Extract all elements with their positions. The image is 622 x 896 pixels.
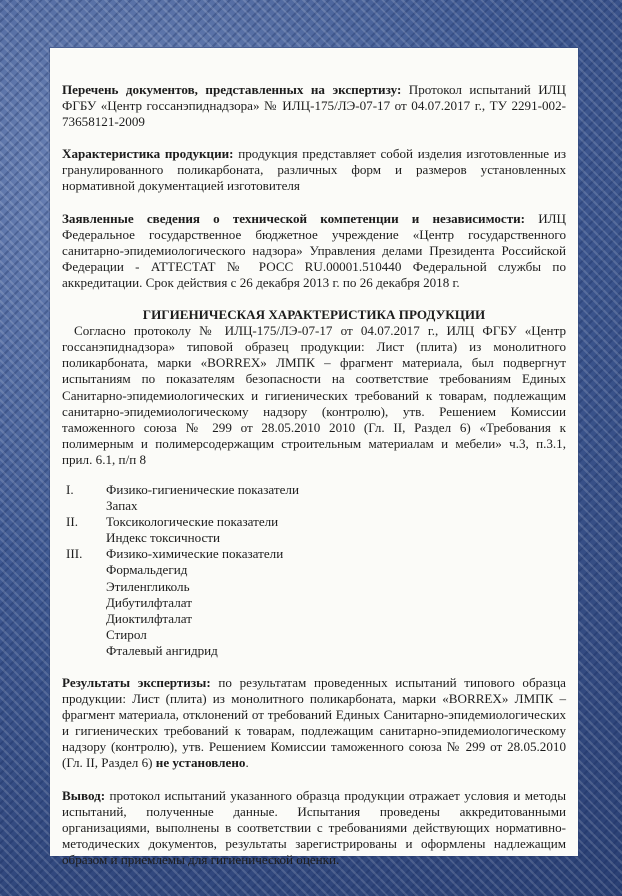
document-body [50,48,578,867]
results-text: по результатам проведенных испытаний типового образца продукции: Лист (плита) из монолитного поликарбоната, марки «BORREX» ЛМПК – фрагмент материала, отклонений от требований Единых Санитарно-эпидемиологических и гигиенических требований к товарам, подлежащим санитарно-эпидемиологическому надзору (контролю), утв. Решением Комиссии таможенного союза № 299 от 28.05.2010 (Гл. II, Раздел 6) [62,675,566,771]
competence-text: ИЛЦ Федеральное государственное бюджетное учреждение «Центр государственного санитарно-эпидемиологического надзора» Управления делами Президента Российской Федерации - АТТЕСТАТ № РОСС RU.00001.510440 Федеральной службы по аккредитации. Срок действия с 26 декабря 2013 г. по 26 декабря 2018 г. [62,210,566,290]
conclusion-label: Вывод: [62,787,106,803]
conclusion-text: протокол испытаний указанного образца продукции отражает условия и методы испытаний, полученные данные. Испытания проведены аккредитованными организациями, выполнены в соответствии с требованиями действующих нормативно-методических документов, результаты зарегистрированы и оформлены надлежащим образом и приемлемы для гигиенической оценки. [62,787,566,867]
indicator-item: Этиленгликоль [106,578,190,594]
group-label: Физико-химические показатели [106,546,284,562]
indicator-item: Запах [106,498,138,514]
indicator-group [62,482,566,514]
documents-label: Перечень документов, представленных на экспертизу: [62,82,402,97]
results-verdict: не установлено [155,755,246,771]
documents-paragraph [62,82,566,130]
results-end: . [245,755,249,771]
indicator-groups [62,482,566,659]
conclusion-paragraph [62,788,566,868]
indicator-group [62,546,566,659]
group-number: II. [66,514,78,530]
hygiene-paragraph: Согласно протоколу № ИЛЦ-175/ЛЭ-07-17 от 04.07.2017 г., ИЛЦ ФГБУ «Центр госсанэпиднадзора» типовой образец продукции: Лист (плита) из монолитного поликарбоната, марки «BORREX» ЛМПК – фрагмент материала, был подвергнут испытаниям по показателям безопасности на соответствие требованиям Единых Санитарно-эпидемиологических и гигиенических требований к товарам, подлежащим санитарно-эпидемиологическому надзору (контролю), утв. Решением Комиссии таможенного союза № 299 от 28.05.2010 2010 (Гл. II, Раздел 6) «Требования к полимерным и полимерсодержащим строительным материалам и мебели» ч.3, п.3.1, прил. 6.1, п/п 8 [62,323,566,467]
characteristics-paragraph [62,146,566,194]
indicator-item: Дибутилфталат [106,594,192,610]
group-number: III. [66,546,83,562]
hygiene-heading: ГИГИЕНИЧЕСКАЯ ХАРАКТЕРИСТИКА ПРОДУКЦИИ [142,307,486,323]
indicator-item: Фталевый ангидрид [106,642,218,658]
group-number: I. [66,481,74,497]
competence-label: Заявленные сведения о технической компетенции и независимости: [62,210,526,226]
results-paragraph [62,675,566,772]
characteristics-label: Характеристика продукции: [62,146,234,162]
indicator-item: Индекс токсичности [106,530,221,546]
group-label: Физико-гигиенические показатели [106,481,299,497]
indicator-item: Стирол [106,626,147,642]
indicator-group [62,514,566,546]
group-label: Токсикологические показатели [106,514,279,530]
documents-text: Протокол испытаний ИЛЦ ФГБУ «Центр госсанэпиднадзора» № ИЛЦ-175/ЛЭ-07-17 от 04.07.2017 г., ТУ 2291-002-73658121-2009 [62,82,567,130]
indicator-item: Формальдегид [106,562,188,578]
indicator-item: Диоктилфталат [106,610,192,626]
characteristics-text: продукция представляет собой изделия изготовленные из гранулированного поликарбоната, различных форм и размеров установленных нормативной документацией изготовителя [62,146,566,194]
competence-paragraph [62,211,566,291]
results-label: Результаты экспертизы: [62,675,211,690]
